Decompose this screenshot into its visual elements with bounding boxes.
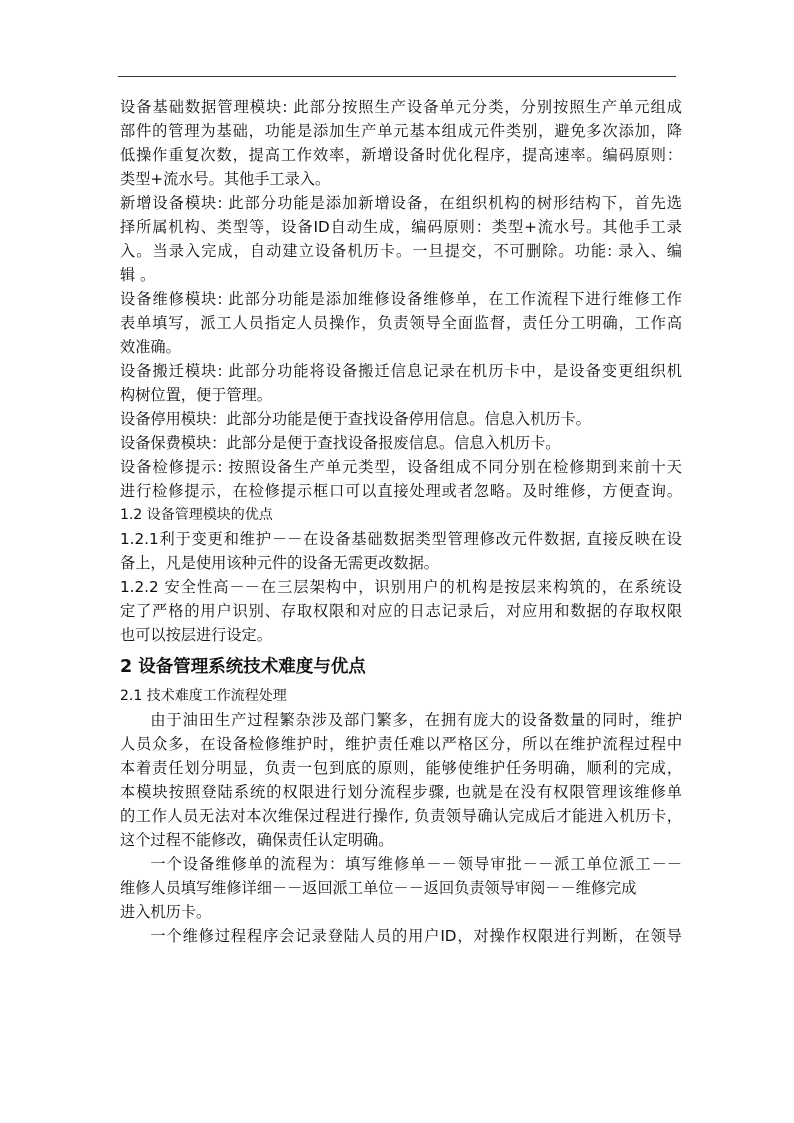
- text-line: 低操作重复次数，提高工作效率，新增设备时优化程序，提高速率。编码原则：: [120, 146, 682, 164]
- text-line: 设备搬迁模块: 此部分功能将设备搬迁信息记录在机历卡中，是设备变更组织机: [120, 362, 682, 380]
- text-line: 表单填写，派工人员指定人员操作，负责领导全面监督，责任分工明确，工作高: [120, 314, 682, 332]
- section-heading-1-2: 1.2 设备管理模块的优点: [120, 507, 273, 523]
- text-line: 本着责任划分明显，负责一包到底的原则，能够使维护任务明确，顺利的完成，: [120, 759, 682, 777]
- text-line: 1.2.2 安全性高－－在三层架构中，识别用户的机构是按层来构筑的，在系统设: [120, 578, 682, 596]
- text-line: 辑 。: [120, 266, 156, 284]
- text-line: 设备维修模块: 此部分功能是添加维修设备维修单，在工作流程下进行维修工作: [120, 290, 682, 308]
- text-line: 维修人员填写维修详细－－返回派工单位－－返回负责领导审阅－－维修完成: [120, 879, 637, 897]
- text-line: 设备基础数据管理模块: 此部分按照生产设备单元分类，分别按照生产单元组成: [120, 98, 682, 116]
- text-line: 择所属机构、类型等，设备ID自动生成，编码原则：类型+流水号。其他手工录: [120, 218, 682, 236]
- text-line: 定了严格的用户识别、存取权限和对应的日志记录后，对应用和数据的存取权限: [120, 602, 682, 620]
- text-line: 进行检修提示，在检修提示框口可以直接处理或者忽略。及时维修，方便查询。: [120, 482, 682, 500]
- chapter-heading: 2 设备管理系统技术难度与优点: [120, 657, 366, 677]
- text-line: 由于油田生产过程繁杂涉及部门繁多，在拥有庞大的设备数量的同时，维护: [150, 711, 682, 729]
- text-line: 本模块按照登陆系统的权限进行划分流程步骤, 也就是在没有权限管理该维修单: [120, 783, 682, 801]
- text-line: 设备保费模块：此部分是便于查找设备报废信息。信息入机历卡。: [120, 434, 561, 452]
- text-line: 入。当录入完成，自动建立设备机历卡。一旦提交，不可删除。功能: 录入、编: [120, 242, 682, 260]
- text-line: 的工作人员无法对本次维保过程进行操作, 负责领导确认完成后才能进入机历卡，: [120, 807, 682, 825]
- text-line: 设备检修提示: 按照设备生产单元类型，设备组成不同分别在检修期到来前十天: [120, 458, 682, 476]
- text-line: 新增设备模块: 此部分功能是添加新增设备，在组织机构的树形结构下，首先选: [120, 194, 682, 212]
- text-line: 类型+流水号。其他手工录入。: [120, 170, 331, 188]
- text-line: 这个过程不能修改，确保责任认定明确。: [120, 831, 394, 849]
- text-line: 进入机历卡。: [120, 903, 212, 921]
- text-line: 一个维修过程程序会记录登陆人员的用户ID，对操作权限进行判断，在领导: [150, 927, 682, 945]
- text-line: 部件的管理为基础，功能是添加生产单元基本组成元件类别，避免多次添加，降: [120, 122, 682, 140]
- text-line: 效准确。: [120, 338, 181, 356]
- text-line: 一个设备维修单的流程为：填写维修单－－领导审批－－派工单位派工－－: [150, 855, 682, 873]
- text-line: 构树位置，便于管理。: [120, 386, 272, 404]
- section-heading-2-1: 2.1 技术难度工作流程处理: [120, 688, 287, 704]
- text-line: 设备停用模块：此部分功能是便于查找设备停用信息。信息入机历卡。: [120, 410, 591, 428]
- document-body: [120, 95, 682, 948]
- text-line: 人员众多，在设备检修维护时，维护责任难以严格区分，所以在维护流程过程中: [120, 735, 682, 753]
- header-rule: [118, 76, 676, 77]
- text-line: 1.2.1利于变更和维护－－在设备基础数据类型管理修改元件数据, 直接反映在设: [120, 530, 682, 548]
- text-line: 备上，凡是使用该种元件的设备无需更改数据。: [120, 554, 439, 572]
- text-line: 也可以按层进行设定。: [120, 626, 272, 644]
